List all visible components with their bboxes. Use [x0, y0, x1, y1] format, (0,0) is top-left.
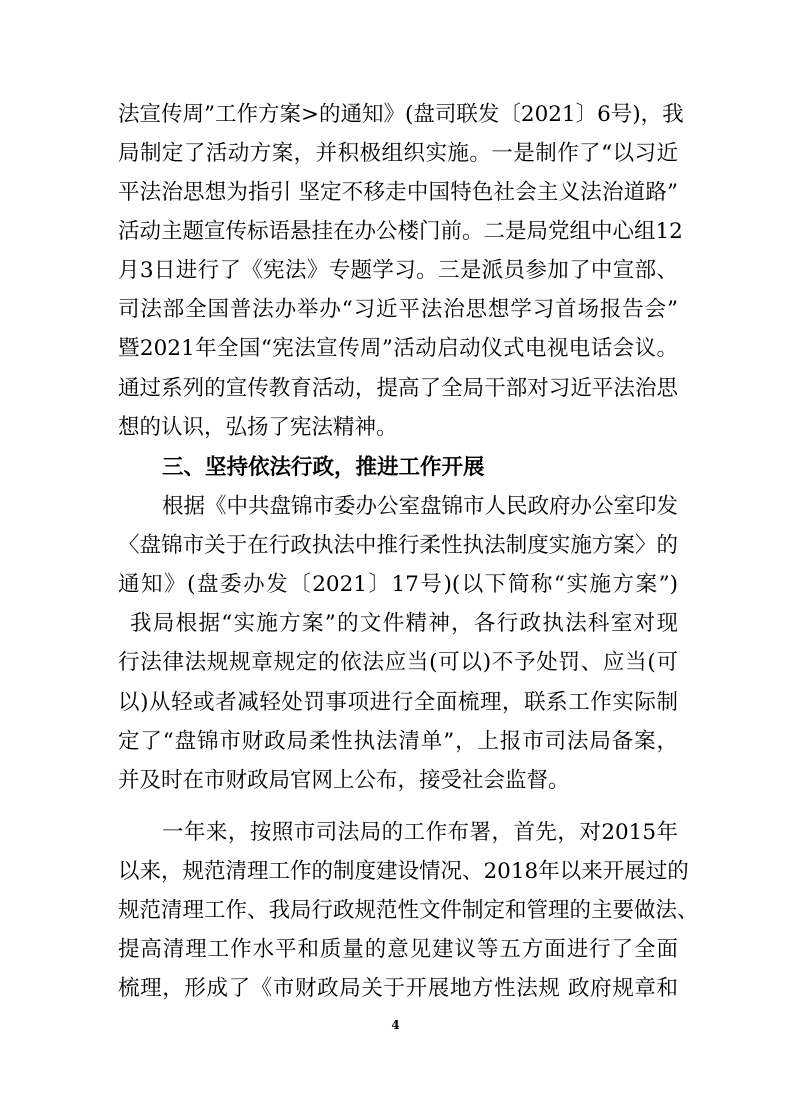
text-line: 活动主题宣传标语悬挂在办公楼门前。二是局党组中心组12 [118, 219, 683, 244]
text-line: 法宣传周”工作方案>的通知》(盘司联发〔2021〕6号)，我 [118, 102, 684, 127]
text-line: 月3日进行了《宪法》专题学习。三是派员参加了中宣部、 [118, 258, 678, 283]
text-line: 根据《中共盘锦市委办公室盘锦市人民政府办公室印发 [162, 494, 679, 519]
text-line: 平法治思想为指引 坚定不移走中国特色社会主义法治道路” [118, 180, 678, 205]
text-line: 想的认识，弘扬了宪法精神。 [118, 415, 398, 440]
text-line: 梳理，形成了《市财政局关于开展地方性法规 政府规章和 [118, 976, 678, 1001]
text-line: 司法部全国普法办举办“习近平法治思想学习首场报告会” [118, 297, 678, 322]
text-line: 行法律法规规章规定的依法应当(可以)不予处罚、应当(可 [118, 650, 678, 675]
text-line: 以来，规范清理工作的制度建设情况、2018年以来开展过的 [118, 859, 689, 884]
section-heading: 三、坚持依法行政，推进工作开展 [162, 455, 485, 480]
text-line: 通过系列的宣传教育活动，提高了全局干部对习近平法治思 [118, 376, 678, 401]
text-line: 规范清理工作、我局行政规范性文件制定和管理的主要做法、 [118, 898, 699, 923]
text-line: 提高清理工作水平和质量的意见建议等五方面进行了全面 [118, 937, 678, 962]
text-line: 并及时在市财政局官网上公布，接受社会监督。 [118, 768, 570, 793]
text-line: 暨2021年全国“宪法宣传周”活动启动仪式电视电话会议。 [118, 336, 678, 361]
text-line: 〈盘锦市关于在行政执法中推行柔性执法制度实施方案〉的 [118, 533, 678, 558]
text-line: 局制定了活动方案，并积极组织实施。一是制作了“以习近 [118, 141, 678, 166]
page-number: 4 [391, 1018, 400, 1032]
text-line: 以)从轻或者减轻处罚事项进行全面梳理，联系工作实际制 [118, 690, 678, 715]
text-line: 一年来，按照市司法局的工作布署，首先，对2015年 [162, 820, 678, 845]
text-line: 通知》(盘委办发〔2021〕17号)(以下简称“实施方案”) [118, 572, 678, 597]
text-line: 定了“盘锦市财政局柔性执法清单”，上报市司法局备案， [118, 729, 678, 754]
text-line: 我局根据“实施方案”的文件精神，各行政执法科室对现 [130, 611, 678, 636]
